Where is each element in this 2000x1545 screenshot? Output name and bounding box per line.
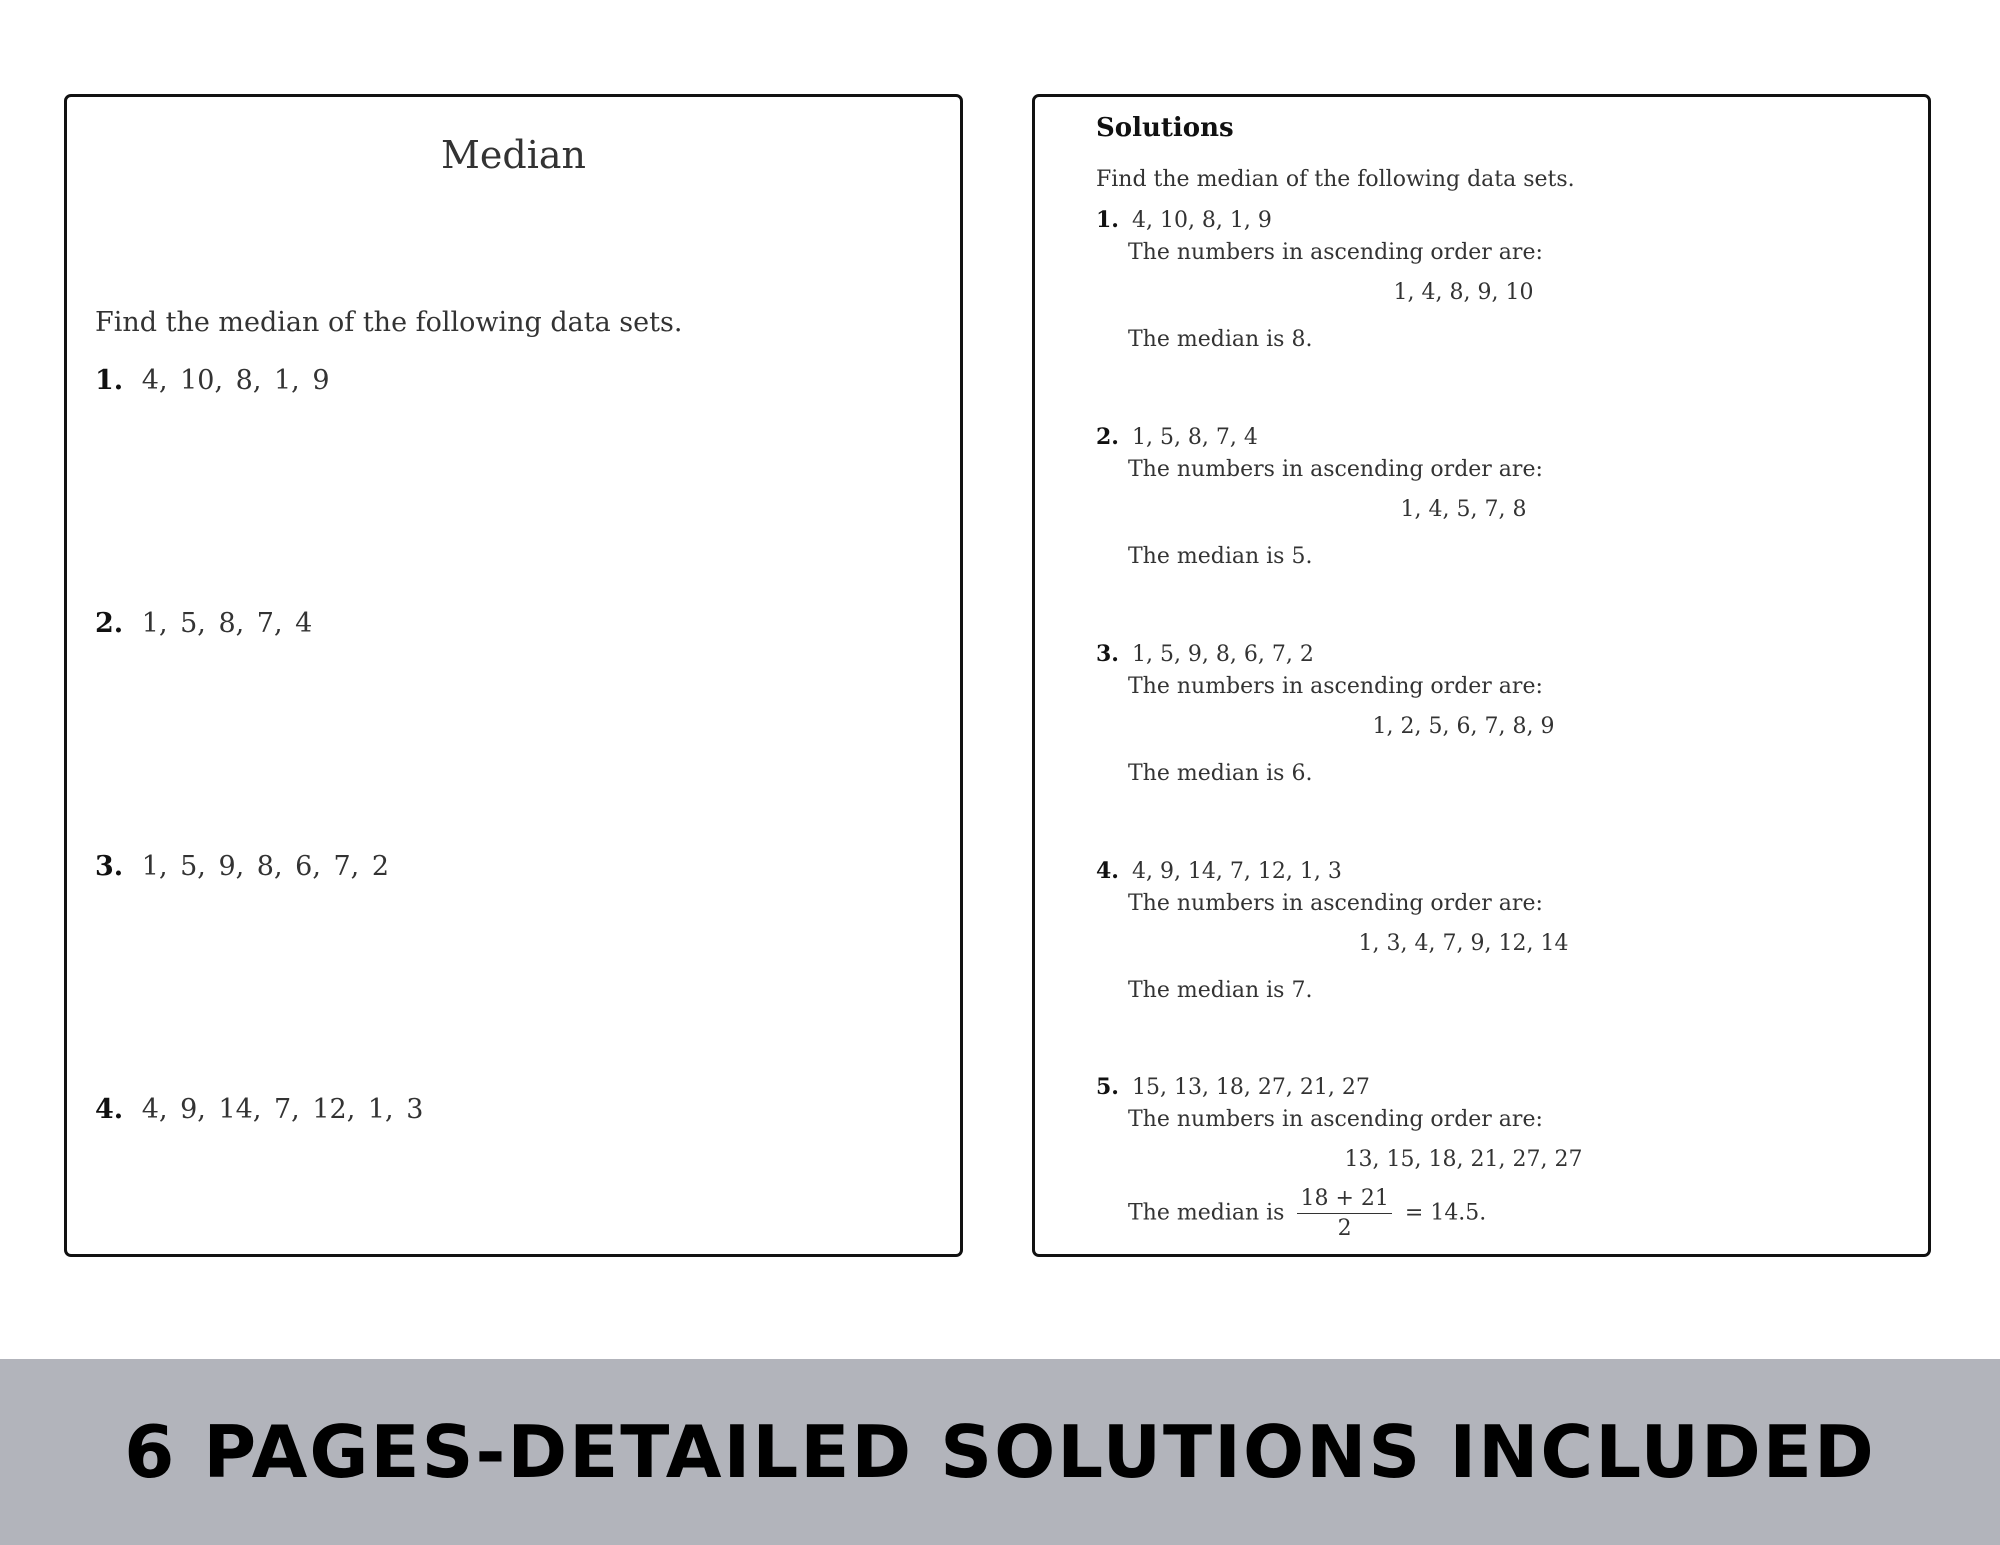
sorted-values: 1, 4, 5, 7, 8 [1400, 497, 1527, 522]
solution-item [1096, 641, 1896, 841]
solution-data [1096, 641, 1314, 667]
median-result [1128, 1186, 1486, 1241]
sorted-values: 1, 4, 8, 9, 10 [1393, 280, 1534, 305]
median-result: The median is 7. [1128, 978, 1313, 1003]
solution-values: 1, 5, 8, 7, 4 [1131, 425, 1258, 450]
solution-number: 4. [1096, 858, 1119, 884]
median-result: The median is 5. [1128, 544, 1313, 569]
solution-number: 3. [1096, 641, 1119, 667]
solution-item [1096, 858, 1896, 1058]
solutions-page [1032, 94, 1931, 1257]
worksheet-instructions: Find the median of the following data sets. [95, 307, 683, 338]
median-fraction [1297, 1186, 1391, 1241]
solution-item [1096, 1074, 1896, 1274]
solution-item [1096, 424, 1896, 624]
fraction-denominator: 2 [1337, 1216, 1352, 1241]
sorted-values: 13, 15, 18, 21, 27, 27 [1344, 1147, 1583, 1172]
sorted-values: 1, 3, 4, 7, 9, 12, 14 [1358, 931, 1569, 956]
solutions-heading: Solutions [1096, 113, 1234, 143]
ascending-label: The numbers in ascending order are: [1128, 674, 1543, 699]
ascending-label: The numbers in ascending order are: [1128, 891, 1543, 916]
solution-number: 5. [1096, 1074, 1119, 1100]
question-data: 4, 9, 14, 7, 12, 1, 3 [141, 1094, 424, 1125]
solution-data [1096, 207, 1272, 233]
worksheet-question [95, 608, 312, 639]
solutions-instructions: Find the median of the following data sets. [1096, 167, 1575, 192]
solution-data [1096, 1074, 1370, 1100]
question-number: 3. [95, 851, 124, 882]
median-prefix: The median is [1128, 1200, 1285, 1226]
question-data: 1, 5, 9, 8, 6, 7, 2 [141, 851, 390, 882]
worksheet-question [95, 1094, 423, 1125]
solution-item [1096, 207, 1896, 407]
question-number: 4. [95, 1094, 124, 1125]
solution-values: 1, 5, 9, 8, 6, 7, 2 [1131, 642, 1314, 667]
sorted-values: 1, 2, 5, 6, 7, 8, 9 [1372, 714, 1555, 739]
solution-values: 15, 13, 18, 27, 21, 27 [1131, 1075, 1370, 1100]
question-data: 4, 10, 8, 1, 9 [141, 365, 330, 396]
fraction-numerator: 18 + 21 [1297, 1186, 1391, 1214]
worksheet-page [64, 94, 963, 1257]
solution-number: 2. [1096, 424, 1119, 450]
solution-values: 4, 9, 14, 7, 12, 1, 3 [1131, 859, 1342, 884]
promo-banner [0, 1359, 2000, 1545]
solution-data [1096, 424, 1258, 450]
ascending-label: The numbers in ascending order are: [1128, 457, 1543, 482]
solution-number: 1. [1096, 207, 1119, 233]
solution-values: 4, 10, 8, 1, 9 [1131, 208, 1272, 233]
ascending-label: The numbers in ascending order are: [1128, 240, 1543, 265]
worksheet-title: Median [440, 133, 586, 177]
worksheet-question [95, 365, 330, 396]
median-suffix: = 14.5. [1404, 1200, 1487, 1226]
ascending-label: The numbers in ascending order are: [1128, 1107, 1543, 1132]
question-number: 1. [95, 365, 124, 396]
median-result: The median is 8. [1128, 327, 1313, 352]
worksheet-question [95, 851, 389, 882]
question-data: 1, 5, 8, 7, 4 [141, 608, 313, 639]
solution-data [1096, 858, 1342, 884]
median-result: The median is 6. [1128, 761, 1313, 786]
question-number: 2. [95, 608, 124, 639]
banner-text: 6 PAGES-DETAILED SOLUTIONS INCLUDED [124, 1410, 1876, 1494]
